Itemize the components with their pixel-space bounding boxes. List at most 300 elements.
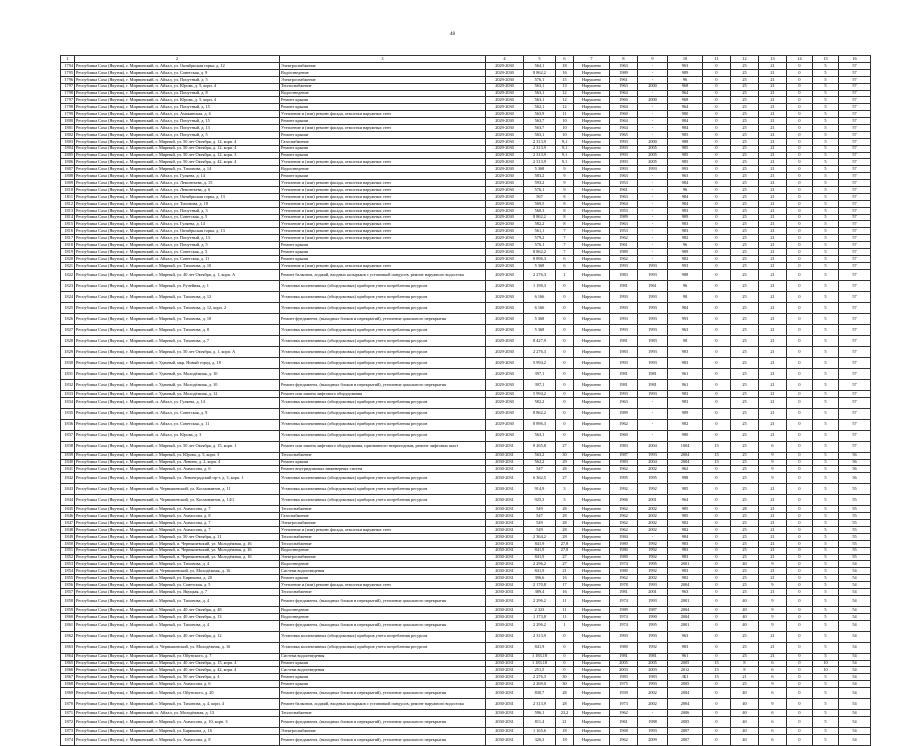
- table-cell: 0: [556, 430, 574, 441]
- table-cell: 1868: [61, 681, 75, 688]
- table-cell: 2004: [668, 613, 703, 620]
- table-cell: 5: [813, 335, 839, 346]
- table-cell: 21: [759, 242, 787, 249]
- table-cell: 2002: [638, 575, 668, 582]
- table-cell: 5: [813, 262, 839, 269]
- table-cell: Утепление и (или) ремонт фасада, отмостки наружных стен: [280, 193, 486, 200]
- table-cell: 98: [668, 291, 703, 302]
- registry-table: [60, 55, 871, 746]
- table-cell: 1871: [61, 710, 75, 717]
- table-cell: 1 183,18: [524, 660, 556, 667]
- table-row: [61, 269, 871, 280]
- table-cell: 2000: [638, 83, 668, 90]
- table-cell: 5: [813, 506, 839, 513]
- table-cell: 1807: [61, 166, 75, 173]
- table-cell: 0: [703, 606, 731, 613]
- table-cell: Нарушено: [574, 200, 610, 207]
- table-cell: 397,1: [524, 368, 556, 379]
- table-cell: Республика Саха (Якутия), г. Мирнинский, п. Чернышевский, ул. Космонавтов, д. 11: [75, 484, 280, 495]
- table-cell: 1817: [61, 235, 75, 242]
- table-cell: 0: [703, 688, 731, 699]
- table-cell: Нарушено: [574, 235, 610, 242]
- table-cell: 16: [556, 588, 574, 595]
- table-cell: 8 265,8: [524, 441, 556, 452]
- table-cell: Ремонт крыши: [280, 118, 486, 125]
- table-cell: 914,9: [524, 484, 556, 495]
- table-cell: Нарушено: [574, 97, 610, 104]
- table-row: [61, 674, 871, 681]
- table-cell: 5: [813, 104, 839, 111]
- table-cell: 5 994,2: [524, 390, 556, 397]
- table-cell: 21: [759, 269, 787, 280]
- table-cell: 583,2: [524, 173, 556, 180]
- table-cell: 1964: [610, 90, 638, 97]
- table-cell: 396,6: [524, 575, 556, 582]
- table-cell: 989: [668, 249, 703, 256]
- table-cell: 0: [703, 520, 731, 527]
- table-cell: 1993: [638, 302, 668, 313]
- table-cell: 25: [731, 125, 759, 132]
- table-cell: 21: [759, 547, 787, 554]
- table-cell: 16: [556, 575, 574, 582]
- table-cell: 21: [759, 379, 787, 390]
- table-cell: 25: [731, 357, 759, 368]
- table-cell: 25: [731, 83, 759, 90]
- table-cell: 57: [839, 291, 871, 302]
- table-cell: Ремонт крыши: [280, 104, 486, 111]
- table-cell: 0: [703, 699, 731, 710]
- table-cell: 2004: [668, 688, 703, 699]
- table-cell: 1993: [638, 452, 668, 459]
- table-cell: 0: [703, 727, 731, 734]
- table-row: [61, 653, 871, 660]
- table-cell: 2002: [638, 699, 668, 710]
- table-cell: 563,7: [524, 125, 556, 132]
- table-cell: 40: [731, 727, 759, 734]
- table-cell: 1963: [610, 193, 638, 200]
- table-cell: 1993: [610, 313, 638, 324]
- table-cell: 9: [759, 561, 787, 568]
- table-cell: 2029-2030: [486, 187, 524, 194]
- table-cell: 25: [731, 419, 759, 430]
- table-cell: 0: [703, 466, 731, 473]
- table-cell: 15: [703, 667, 731, 674]
- table-cell: 983: [668, 207, 703, 214]
- table-cell: 1962: [610, 575, 638, 582]
- table-row: [61, 324, 871, 335]
- table-row: [61, 76, 871, 83]
- table-cell: Нарушено: [574, 540, 610, 547]
- table-cell: 0: [703, 473, 731, 484]
- table-cell: 1961: [610, 242, 638, 249]
- table-cell: Республика Саха (Якутия), г. Мирнинский, г. Удачный, ул. Молодёжная, д. 10: [75, 368, 280, 379]
- table-cell: 57: [839, 335, 871, 346]
- table-cell: 1838: [61, 441, 75, 452]
- table-cell: 57: [839, 379, 871, 390]
- table-cell: Установка коллективных (общедомовых) приборов учета потребления ресурсов: [280, 473, 486, 484]
- table-cell: 57: [839, 419, 871, 430]
- table-cell: 0: [787, 595, 813, 606]
- table-cell: 5: [813, 513, 839, 520]
- table-cell: 963: [668, 63, 703, 70]
- table-cell: 1962: [610, 419, 638, 430]
- table-cell: 25: [731, 221, 759, 228]
- table-cell: Нарушено: [574, 118, 610, 125]
- table-cell: 2029-2030: [486, 221, 524, 228]
- table-cell: 5: [813, 688, 839, 699]
- table-cell: Ремонт крыши: [280, 173, 486, 180]
- table-cell: 5: [813, 235, 839, 242]
- table-row: [61, 495, 871, 506]
- table-cell: Республика Саха (Якутия), г. Мирнинский, г. Мирный, ул. Аммосова, д. 8: [75, 513, 280, 520]
- table-cell: 5: [813, 166, 839, 173]
- table-cell: Ремонт крыши: [280, 674, 486, 681]
- table-cell: 5: [813, 533, 839, 540]
- table-cell: 0: [787, 495, 813, 506]
- table-cell: Установка коллективных (общедомовых) приборов учета потребления ресурсов: [280, 302, 486, 313]
- table-cell: 28: [556, 506, 574, 513]
- table-cell: 21: [759, 249, 787, 256]
- table-cell: 8 862,2: [524, 69, 556, 76]
- table-cell: 25: [731, 681, 759, 688]
- table-cell: 2030-2031: [486, 554, 524, 561]
- table-cell: 2004: [668, 582, 703, 589]
- table-cell: 25: [731, 520, 759, 527]
- table-cell: Водоотведение: [280, 90, 486, 97]
- table-cell: 25: [731, 575, 759, 582]
- table-cell: 25: [731, 484, 759, 495]
- table-cell: 2029-2030: [486, 249, 524, 256]
- table-cell: 567: [524, 193, 556, 200]
- table-cell: 1798: [61, 90, 75, 97]
- table-cell: 25: [731, 540, 759, 547]
- table-cell: 0: [787, 313, 813, 324]
- table-cell: Установка коллективных (общедомовых) приборов учета потребления ресурсов: [280, 631, 486, 642]
- table-cell: 2030-2031: [486, 533, 524, 540]
- table-cell: 21: [759, 235, 787, 242]
- table-cell: -: [638, 397, 668, 408]
- table-row: [61, 513, 871, 520]
- table-row: [61, 90, 871, 97]
- table-cell: 1865: [61, 660, 75, 667]
- table-row: [61, 681, 871, 688]
- table-cell: 25: [731, 76, 759, 83]
- table-cell: 0: [787, 681, 813, 688]
- table-cell: -: [638, 118, 668, 125]
- table-cell: 5: [813, 193, 839, 200]
- table-cell: 0: [556, 667, 574, 674]
- table-cell: 1821: [61, 262, 75, 269]
- table-cell: 0: [556, 660, 574, 667]
- table-cell: 5: [813, 441, 839, 452]
- table-cell: Нарушено: [574, 699, 610, 710]
- table-cell: Теплоснабжение: [280, 452, 486, 459]
- table-cell: 2005: [610, 660, 638, 667]
- table-cell: 9,1: [556, 145, 574, 152]
- table-cell: 562,1: [524, 104, 556, 111]
- table-cell: 25: [731, 280, 759, 291]
- table-row: [61, 166, 871, 173]
- table-cell: 5: [813, 200, 839, 207]
- table-cell: 0: [787, 138, 813, 145]
- table-cell: Нарушено: [574, 313, 610, 324]
- table-cell: Республика Саха (Якутия), г. Мирнинский, г. Мирный, ул. Тихонова, д. 10: [75, 262, 280, 269]
- table-cell: 28: [556, 533, 574, 540]
- table-cell: Республика Саха (Якутия), г. Мирнинский, п. Айхал, ул. Попутный, д. 15: [75, 104, 280, 111]
- table-cell: 25: [731, 193, 759, 200]
- table-cell: 25: [731, 269, 759, 280]
- table-cell: 2030-2031: [486, 484, 524, 495]
- table-row: [61, 582, 871, 589]
- table-cell: 56: [839, 473, 871, 484]
- table-cell: 0: [787, 561, 813, 568]
- table-cell: 5: [813, 526, 839, 533]
- table-cell: 0: [703, 419, 731, 430]
- table-cell: 2001: [668, 595, 703, 606]
- table-cell: 0: [556, 302, 574, 313]
- table-cell: Нарушено: [574, 408, 610, 419]
- table-cell: Нарушено: [574, 513, 610, 520]
- table-cell: 5: [813, 575, 839, 582]
- table-cell: 1989: [610, 408, 638, 419]
- table-cell: Установка коллективных (общедомовых) приборов учета потребления ресурсов: [280, 419, 486, 430]
- table-cell: 1 173,8: [524, 613, 556, 620]
- table-cell: 0: [787, 111, 813, 118]
- table-cell: 21: [759, 495, 787, 506]
- table-cell: 2029-2030: [486, 145, 524, 152]
- table-cell: Республика Саха (Якутия), г. Мирнинский, г. Мирный, ул. Тихонова, д. 4: [75, 595, 280, 606]
- table-cell: 1983: [610, 674, 638, 681]
- table-cell: 1993: [610, 357, 638, 368]
- table-cell: 0: [703, 280, 731, 291]
- table-cell: 568,3: [524, 207, 556, 214]
- table-cell: 96: [668, 187, 703, 194]
- table-cell: 1961: [610, 716, 638, 727]
- table-cell: 12: [556, 104, 574, 111]
- table-cell: 579,2: [524, 235, 556, 242]
- table-cell: 8 862,2: [524, 249, 556, 256]
- table-cell: 54: [839, 674, 871, 681]
- table-cell: 564,1: [524, 63, 556, 70]
- table-cell: 1872: [61, 716, 75, 727]
- table-cell: 21: [759, 131, 787, 138]
- table-cell: 0: [787, 125, 813, 132]
- table-cell: 0: [703, 242, 731, 249]
- table-cell: Установка коллективных (общедомовых) приборов учета потребления ресурсов: [280, 430, 486, 441]
- table-cell: 2005: [638, 145, 668, 152]
- table-cell: Республика Саха (Якутия), г. Мирнинский, г. Мирный, ул. Аммосова, д. 7: [75, 520, 280, 527]
- column-header: 16: [839, 56, 871, 63]
- table-cell: 1822: [61, 269, 75, 280]
- table-cell: 5: [813, 397, 839, 408]
- table-cell: Нарушено: [574, 357, 610, 368]
- table-cell: 0: [787, 335, 813, 346]
- table-cell: 2030-2031: [486, 631, 524, 642]
- table-cell: 13: [556, 83, 574, 90]
- table-cell: 21: [759, 335, 787, 346]
- table-cell: 25: [731, 513, 759, 520]
- table-row: [61, 125, 871, 132]
- table-cell: 0: [787, 533, 813, 540]
- table-cell: Республика Саха (Якутия), г. Мирнинский, п. Айхал, ул. Советская, д. 11: [75, 255, 280, 262]
- table-cell: Республика Саха (Якутия), г. Мирнинский, п. Айхал, ул. Попутный, д. 5: [75, 242, 280, 249]
- table-cell: 40: [731, 699, 759, 710]
- table-cell: 96: [668, 242, 703, 249]
- table-cell: 1813: [61, 207, 75, 214]
- table-cell: 0: [703, 495, 731, 506]
- table-cell: 5: [813, 368, 839, 379]
- table-cell: Водоотведение: [280, 606, 486, 613]
- table-cell: 23,2: [556, 710, 574, 717]
- table-cell: 6: [759, 734, 787, 745]
- table-cell: Утепление и (или) ремонт фасада, отмостки наружных стен: [280, 262, 486, 269]
- table-cell: Нарушено: [574, 613, 610, 620]
- table-cell: 57: [839, 104, 871, 111]
- table-cell: 0: [556, 390, 574, 397]
- column-header: 13: [759, 56, 787, 63]
- table-cell: 1993: [610, 324, 638, 335]
- table-cell: 1845: [61, 506, 75, 513]
- table-cell: 2001: [668, 561, 703, 568]
- table-cell: Республика Саха (Якутия), г. Мирнинский, п. Айхал, ул. Попутный, д. 5: [75, 131, 280, 138]
- table-cell: 9: [556, 180, 574, 187]
- table-cell: 25: [731, 159, 759, 166]
- table-cell: 2 276,3: [524, 674, 556, 681]
- table-cell: 8: [556, 207, 574, 214]
- table-cell: 0: [787, 200, 813, 207]
- table-cell: Республика Саха (Якутия), г. Мирнинский, п. Айхал, ул. Лемонтьева, д. 15: [75, 180, 280, 187]
- table-cell: 2029-2030: [486, 335, 524, 346]
- table-cell: 1962: [610, 255, 638, 262]
- table-cell: 2005: [638, 660, 668, 667]
- table-cell: 55: [839, 533, 871, 540]
- table-cell: -: [638, 408, 668, 419]
- table-cell: 54: [839, 568, 871, 575]
- table-cell: Нарушено: [574, 152, 610, 159]
- table-cell: 983: [668, 554, 703, 561]
- table-cell: 57: [839, 173, 871, 180]
- column-header: 3: [280, 56, 486, 63]
- table-cell: 1995: [638, 561, 668, 568]
- table-cell: Нарушено: [574, 561, 610, 568]
- table-cell: 2009: [638, 734, 668, 745]
- table-cell: 1980: [610, 554, 638, 561]
- table-cell: 2030-2031: [486, 526, 524, 533]
- table-cell: 7: [556, 228, 574, 235]
- table-cell: Нарушено: [574, 207, 610, 214]
- table-cell: Нарушено: [574, 397, 610, 408]
- table-cell: Республика Саха (Якутия), г. Мирнинский, г. Мирный, п. Чернышевский, ул. Молодёжная, д. 16: [75, 554, 280, 561]
- table-cell: 0: [787, 459, 813, 466]
- table-cell: 0: [787, 430, 813, 441]
- table-cell: 0: [703, 214, 731, 221]
- table-cell: Нарушено: [574, 441, 610, 452]
- table-cell: 2 269,0: [524, 681, 556, 688]
- table-cell: 5: [813, 727, 839, 734]
- table-cell: 1993: [638, 631, 668, 642]
- table-cell: 1988: [638, 716, 668, 727]
- table-cell: -: [638, 76, 668, 83]
- table-cell: 982: [668, 526, 703, 533]
- table-cell: 21: [759, 280, 787, 291]
- table-cell: Ремонт фундамента, (выходных блоков и перекрытий), утепление цокольного перекрытия: [280, 379, 486, 390]
- table-cell: 21: [759, 506, 787, 513]
- table-cell: Республика Саха (Якутия), г. Мирнинский, г. Мирный, ул. 40 лет Октября, д. 1, корп. А: [75, 269, 280, 280]
- table-cell: 1841: [61, 466, 75, 473]
- table-cell: 2002: [638, 506, 668, 513]
- table-cell: 1852: [61, 554, 75, 561]
- table-cell: 1983: [610, 441, 638, 452]
- table-cell: 8: [556, 200, 574, 207]
- table-cell: Нарушено: [574, 187, 610, 194]
- table-cell: 57: [839, 97, 871, 104]
- table-cell: 982: [668, 575, 703, 582]
- table-cell: 8 427,9: [524, 335, 556, 346]
- table-row: [61, 228, 871, 235]
- table-cell: 5: [813, 613, 839, 620]
- table-cell: 57: [839, 131, 871, 138]
- table-header-row: [61, 56, 871, 63]
- table-cell: 0: [787, 145, 813, 152]
- table-cell: 1981: [610, 368, 638, 379]
- table-cell: Республика Саха (Якутия), г. Мирнинский, п. Айхал, ул. Амакинская, д. 6: [75, 111, 280, 118]
- table-cell: 0: [703, 221, 731, 228]
- table-cell: 8 862,2: [524, 408, 556, 419]
- table-cell: 982: [668, 419, 703, 430]
- table-cell: 1820: [61, 255, 75, 262]
- table-row: [61, 526, 871, 533]
- table-cell: 841,9: [524, 540, 556, 547]
- table-row: [61, 473, 871, 484]
- table-cell: 21: [759, 76, 787, 83]
- table-cell: 0: [703, 484, 731, 495]
- table-cell: 2030-2031: [486, 727, 524, 734]
- table-cell: 57: [839, 200, 871, 207]
- table-cell: 21: [556, 716, 574, 727]
- table-cell: 25: [731, 63, 759, 70]
- table-cell: 55: [839, 520, 871, 527]
- table-cell: Нарушено: [574, 419, 610, 430]
- table-cell: Нарушено: [574, 688, 610, 699]
- table-cell: 1861: [61, 620, 75, 631]
- table-cell: 2029-2030: [486, 346, 524, 357]
- table-cell: 1: [556, 620, 574, 631]
- table-cell: 0: [703, 249, 731, 256]
- table-cell: 0: [787, 466, 813, 473]
- table-cell: 27: [556, 554, 574, 561]
- table-cell: 21: [759, 513, 787, 520]
- table-cell: 25: [731, 495, 759, 506]
- table-cell: 21: [759, 357, 787, 368]
- table-cell: 21: [759, 118, 787, 125]
- table-cell: 0: [703, 90, 731, 97]
- table-cell: 57: [839, 324, 871, 335]
- table-cell: 2029-2030: [486, 242, 524, 249]
- table-cell: Теплоснабжение: [280, 506, 486, 513]
- table-cell: 985: [668, 513, 703, 520]
- table-cell: 5: [813, 419, 839, 430]
- table-cell: 596,1: [524, 710, 556, 717]
- table-cell: 1864: [61, 653, 75, 660]
- table-cell: 1802: [61, 131, 75, 138]
- table-cell: 25: [731, 145, 759, 152]
- table-cell: Республика Саха (Якутия), г. Мирнинский, г. Удачный, ул. Молодёжная, д. 12: [75, 390, 280, 397]
- table-cell: 0: [703, 63, 731, 70]
- table-cell: Нарушено: [574, 547, 610, 554]
- table-cell: 0: [787, 588, 813, 595]
- table-cell: 54: [839, 642, 871, 653]
- table-cell: 1867: [61, 674, 75, 681]
